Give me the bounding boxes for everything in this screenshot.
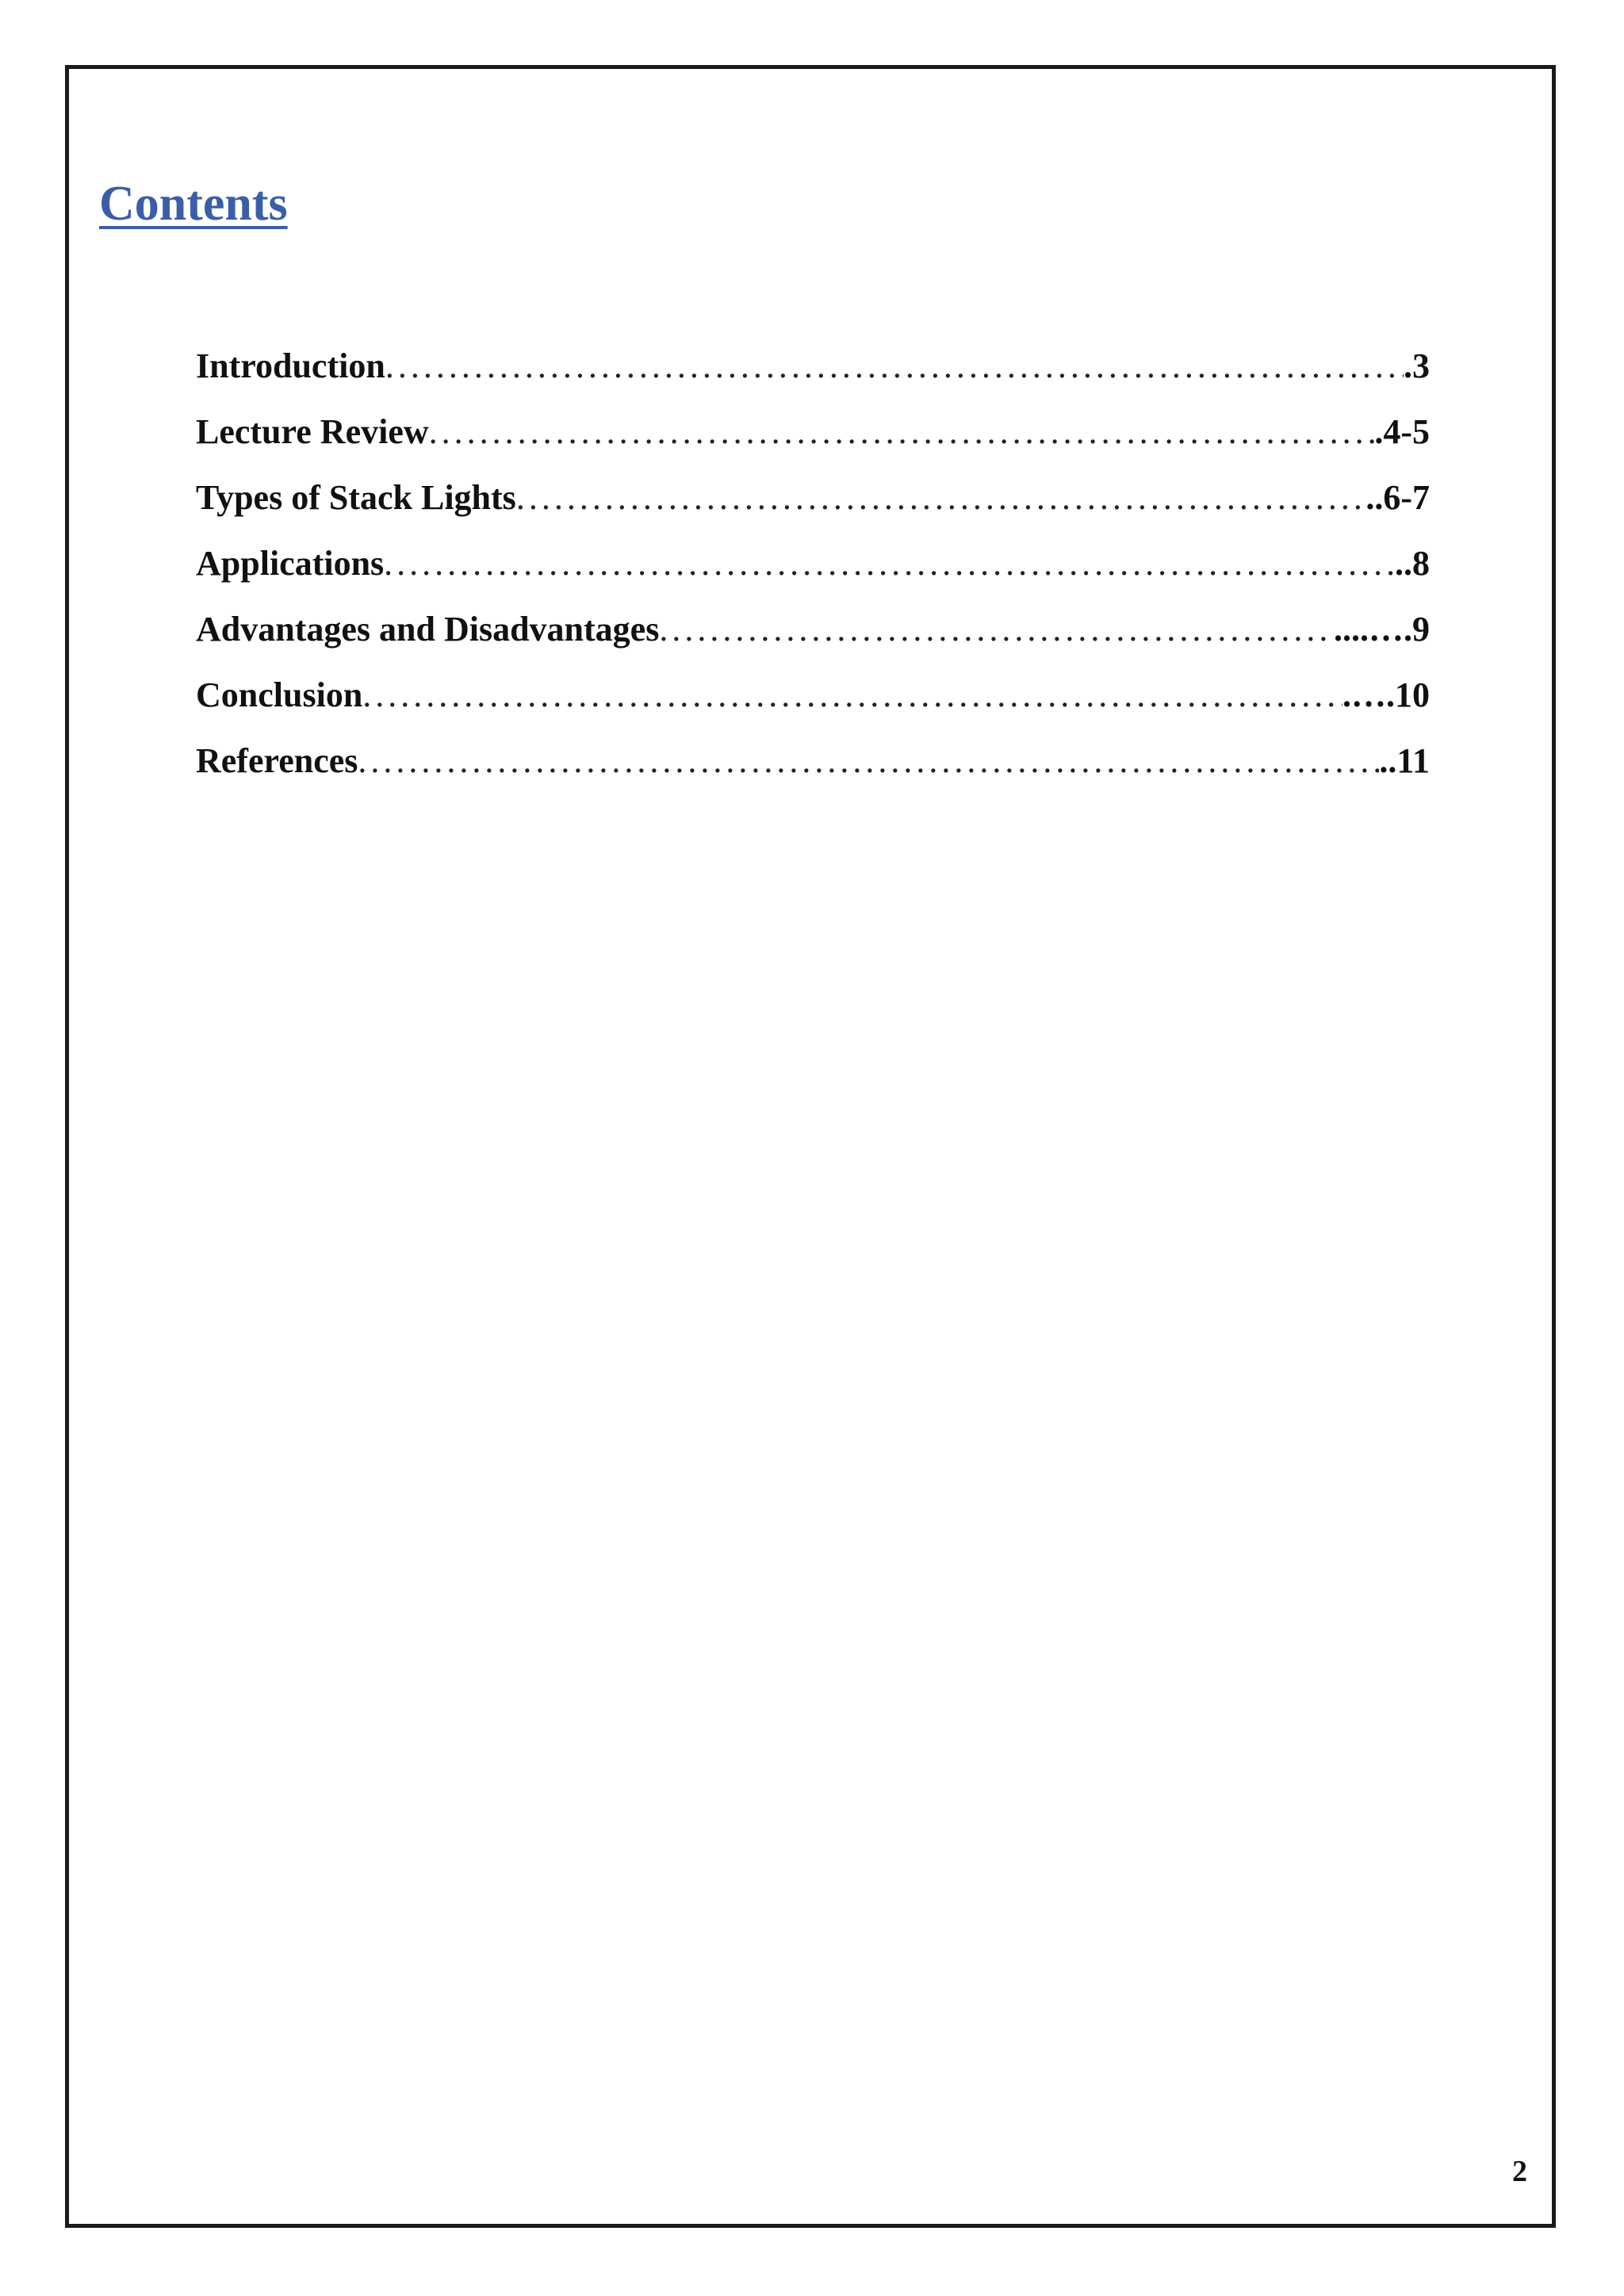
toc-entry-page: ..8: [1395, 544, 1430, 583]
dot-leader: [429, 411, 1375, 452]
toc-entry-lecture-review[interactable]: [196, 411, 1430, 477]
table-of-contents: [196, 346, 1430, 806]
toc-entry-title: Types of Stack Lights: [196, 478, 516, 517]
dot-leader: [659, 609, 1334, 649]
toc-entry-introduction[interactable]: [196, 346, 1430, 411]
toc-entry-title: Advantages and Disadvantages: [196, 610, 660, 649]
dot-leader: [384, 543, 1395, 584]
dot-leader: [358, 740, 1379, 781]
dot-leader: [516, 477, 1366, 518]
toc-entry-applications[interactable]: [196, 543, 1430, 609]
toc-entry-page: .….10: [1342, 675, 1430, 714]
toc-entry-references[interactable]: [196, 740, 1430, 806]
toc-entry-title: Introduction: [196, 346, 385, 385]
toc-entry-title: References: [196, 741, 358, 780]
toc-entry-page: .3: [1404, 346, 1430, 385]
toc-entry-page: ....….9: [1334, 610, 1430, 649]
dot-leader: [362, 675, 1342, 715]
dot-leader: [385, 346, 1404, 386]
toc-entry-advantages-and-disadvantages[interactable]: [196, 609, 1430, 675]
toc-entry-conclusion[interactable]: [196, 675, 1430, 740]
toc-entry-page: .4-5: [1374, 412, 1430, 451]
page-title: Contents: [99, 177, 288, 231]
toc-entry-title: Applications: [196, 544, 385, 583]
toc-entry-page: ..6-7: [1365, 478, 1430, 517]
toc-entry-title: Lecture Review: [196, 412, 429, 451]
page-number: 2: [1512, 2155, 1527, 2188]
toc-entry-title: Conclusion: [196, 675, 363, 714]
toc-entry-page: ..11: [1379, 741, 1430, 780]
toc-entry-types-of-stack-lights[interactable]: [196, 477, 1430, 543]
